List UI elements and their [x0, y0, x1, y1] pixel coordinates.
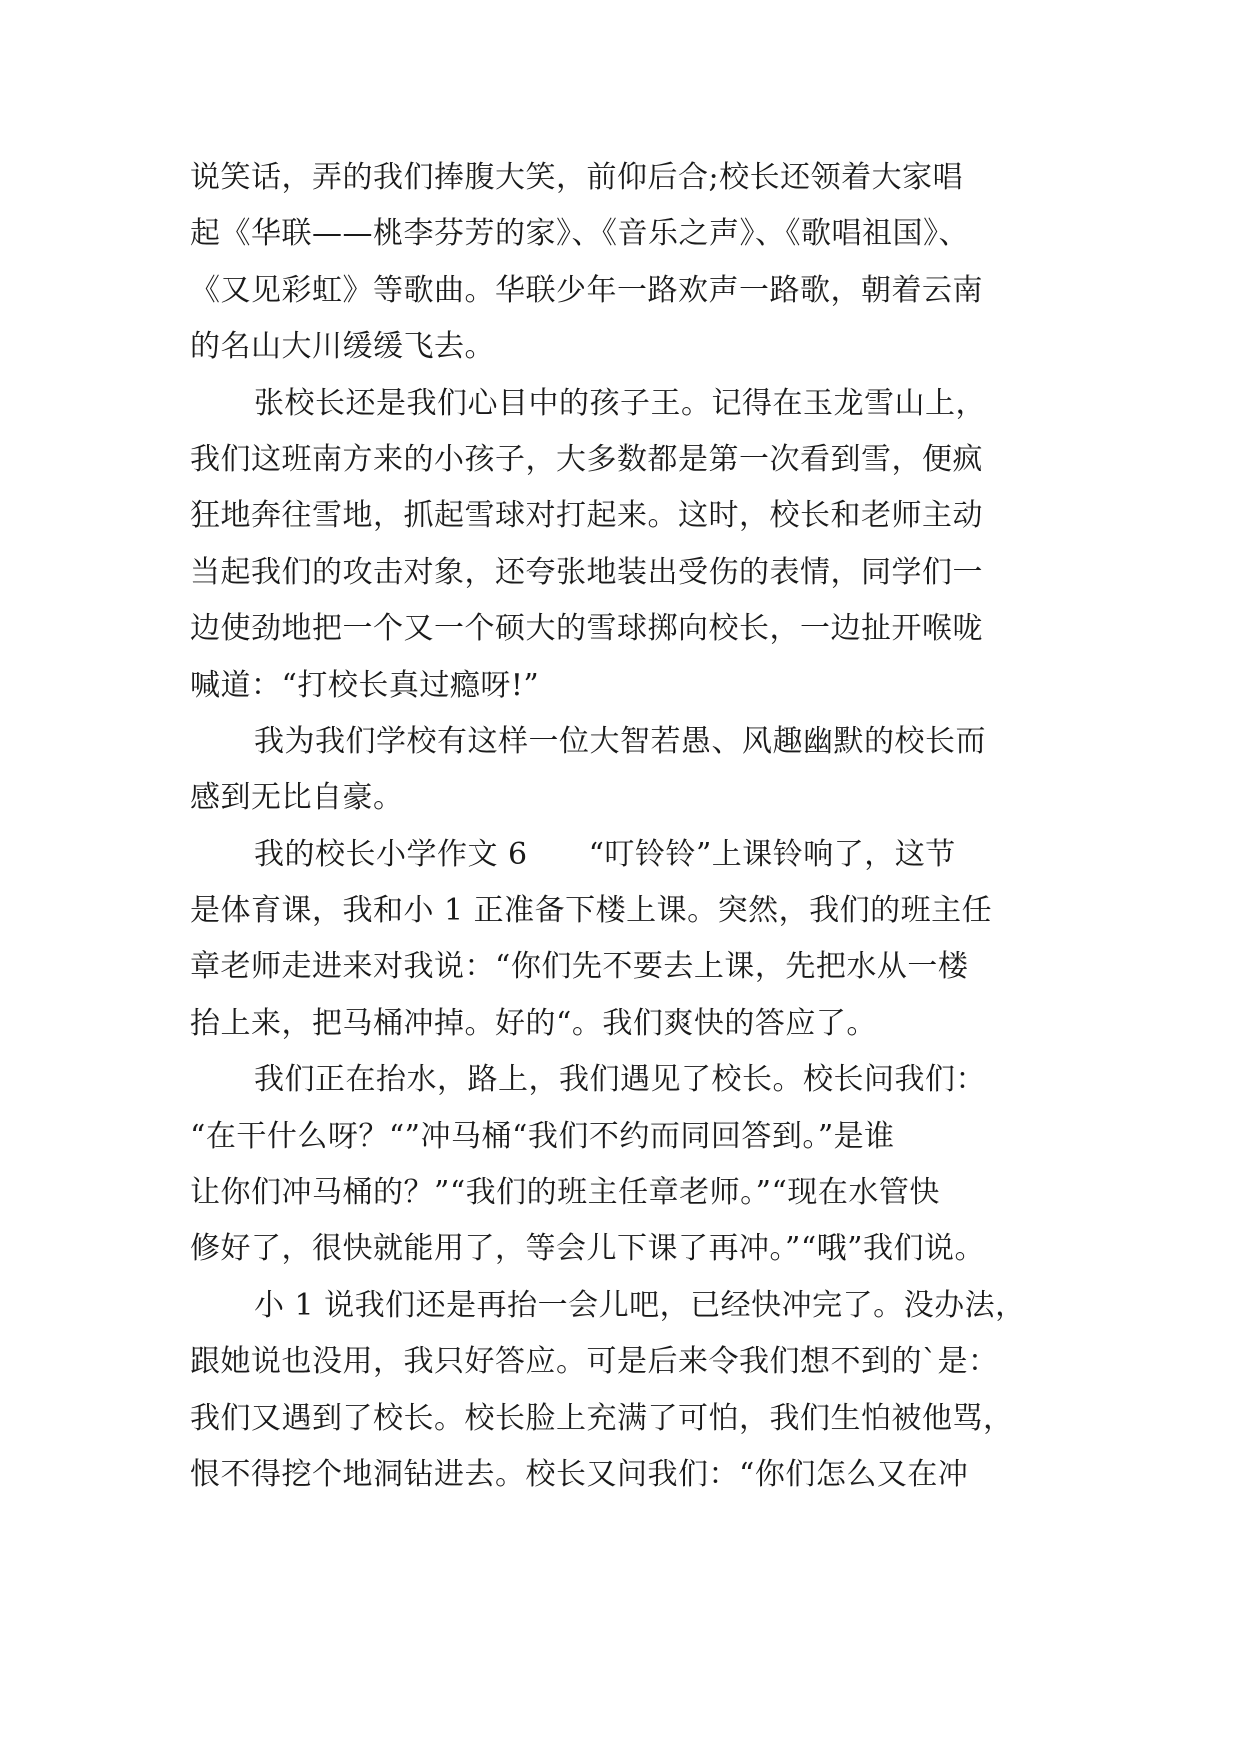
text-line: 边使劲地把一个又一个硕大的雪球掷向校长，一边扯开喉咙: [190, 611, 983, 647]
text-line: 恨不得挖个地洞钻进去。校长又问我们：“你们怎么又在冲: [190, 1456, 969, 1492]
text-line: 跟她说也没用，我只好答应。可是后来令我们想不到的`是：: [190, 1344, 999, 1380]
text-line: 章老师走进来对我说：“你们先不要去上课，先把水从一楼: [190, 949, 969, 985]
text-line: 修好了，很快就能用了，等会儿下课了再冲。”“哦”我们说。: [190, 1231, 986, 1267]
essay-title-line: 我的校长小学作文 6 “叮铃铃”上课铃响了，这节: [254, 836, 956, 872]
text-line: 的名山大川缓缓飞去。: [190, 329, 495, 365]
text-line: 是体育课，我和小 1 正准备下楼上课。突然，我们的班主任: [190, 893, 993, 929]
paragraph-start-line: 小 1 说我们还是再抬一会儿吧，已经快冲完了。没办法，: [254, 1287, 1026, 1323]
paragraph-start-line: 我们正在抬水，路上，我们遇见了校长。校长问我们：: [254, 1062, 986, 1098]
text-line: 我们又遇到了校长。校长脸上充满了可怕，我们生怕被他骂，: [190, 1400, 1014, 1436]
text-line: 抬上来，把马桶冲掉。好的“。我们爽快的答应了。: [190, 1005, 877, 1041]
paragraph-start-line: 张校长还是我们心目中的孩子王。记得在玉龙雪山上，: [254, 385, 986, 421]
text-line: 狂地奔往雪地，抓起雪球对打起来。这时，校长和老师主动: [190, 498, 983, 534]
text-line: 感到无比自豪。: [190, 780, 404, 816]
text-line: 《又见彩虹》等歌曲。华联少年一路欢声一路歌，朝着云南: [190, 272, 983, 308]
essay-body: [190, 150, 1052, 1503]
text-line: 起《华联——桃李芬芳的家》、《音乐之声》、《歌唱祖国》、: [190, 216, 969, 252]
text-line: “在干什么呀？“”冲马桶“我们不约而同回答到。”是谁: [190, 1118, 895, 1154]
text-line: 说笑话，弄的我们捧腹大笑，前仰后合;校长还领着大家唱: [190, 160, 964, 195]
text-line: 让你们冲马桶的？”“我们的班主任章老师。”“现在水管快: [190, 1175, 940, 1211]
text-line: 喊道：“打校长真过瘾呀!”: [190, 667, 540, 703]
paragraph-start-line: 我为我们学校有这样一位大智若愚、风趣幽默的校长而: [254, 723, 986, 759]
text-line: 当起我们的攻击对象，还夸张地装出受伤的表情，同学们一: [190, 554, 983, 590]
text-line: 我们这班南方来的小孩子，大多数都是第一次看到雪，便疯: [190, 441, 983, 477]
